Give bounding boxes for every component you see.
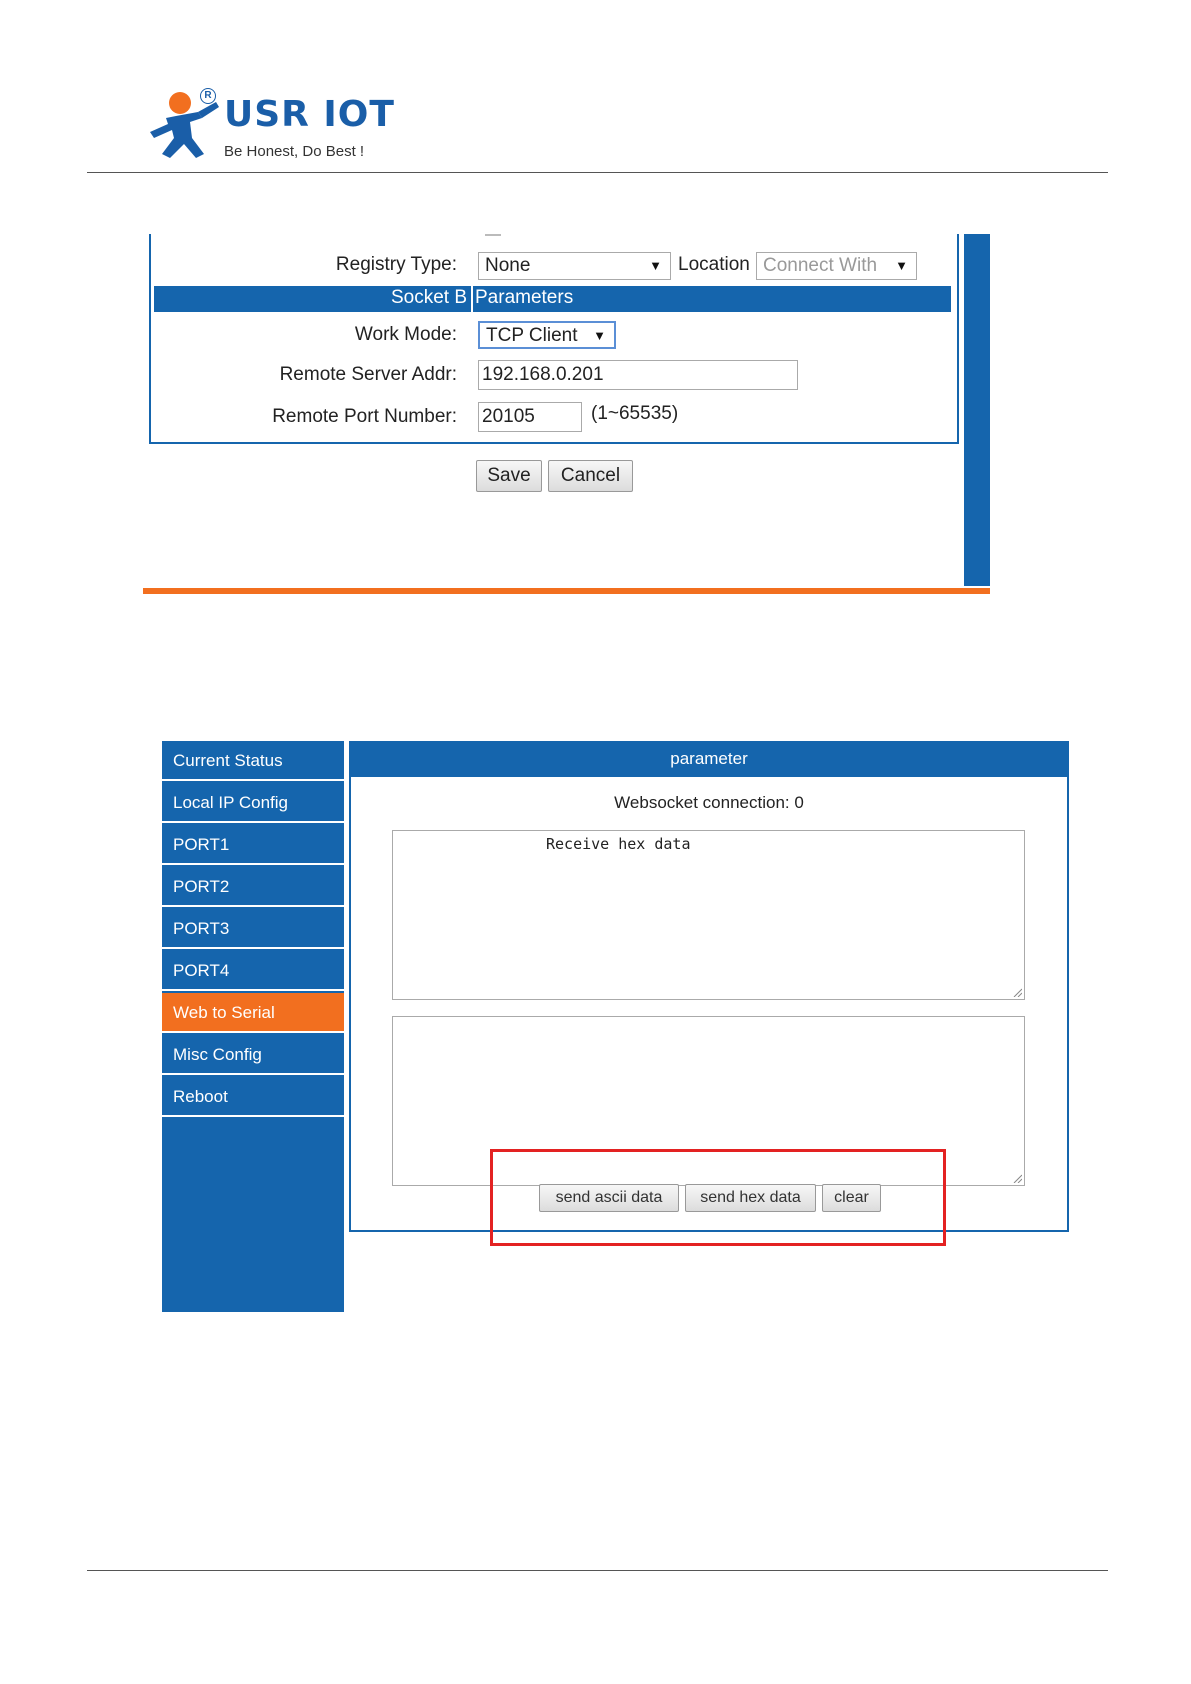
section-title-right: Parameters (475, 287, 574, 308)
sidebar-item-port4[interactable]: PORT4 (162, 951, 344, 991)
resize-grip-icon[interactable] (1012, 987, 1022, 997)
work-mode-select[interactable] (478, 321, 616, 349)
websocket-status: Websocket connection: 0 (614, 793, 804, 812)
chevron-down-icon: ▼ (593, 328, 606, 343)
sidebar-item-local-ip-config[interactable]: Local IP Config (162, 783, 344, 823)
web-to-serial-screenshot (162, 741, 1069, 1313)
sidebar-item-port2[interactable]: PORT2 (162, 867, 344, 907)
receive-textarea[interactable] (392, 830, 1025, 1000)
remote-port-label: Remote Port Number: (272, 406, 457, 427)
save-button[interactable]: Save (476, 460, 542, 492)
section-separator (471, 286, 473, 312)
clear-button[interactable]: clear (822, 1184, 881, 1212)
sidebar-item-misc-config[interactable]: Misc Config (162, 1035, 344, 1075)
remote-port-input[interactable]: 20105 (478, 402, 582, 432)
work-mode-label: Work Mode: (354, 324, 457, 345)
send-hex-button[interactable]: send hex data (685, 1184, 816, 1212)
footer-divider (87, 1570, 1108, 1571)
brand-slogan: Be Honest, Do Best ! (224, 143, 365, 160)
orange-footer-bar (143, 588, 990, 594)
remote-server-addr-label: Remote Server Addr: (279, 364, 457, 385)
receive-text: Receive hex data (546, 835, 691, 853)
sidebar (162, 741, 344, 1312)
remote-server-addr-input[interactable]: 192.168.0.201 (478, 360, 798, 390)
sidebar-item-web-to-serial[interactable]: Web to Serial (162, 993, 344, 1033)
scroll-tick (485, 234, 501, 236)
chevron-down-icon: ▼ (895, 258, 908, 273)
sidebar-item-port3[interactable]: PORT3 (162, 909, 344, 949)
chevron-down-icon: ▼ (649, 258, 662, 273)
resize-grip-icon[interactable] (1012, 1173, 1022, 1183)
brand-name: USR IOT (224, 94, 395, 135)
location-label: Location (678, 254, 750, 275)
cancel-button[interactable]: Cancel (548, 460, 633, 492)
panel-title: parameter (349, 741, 1069, 777)
header-divider (87, 172, 1108, 173)
sidebar-item-port1[interactable]: PORT1 (162, 825, 344, 865)
location-value: Connect With (763, 255, 878, 276)
location-select[interactable] (756, 252, 917, 280)
send-ascii-button[interactable]: send ascii data (539, 1184, 679, 1212)
registered-mark: R (200, 88, 216, 104)
section-title-left: Socket B (390, 287, 467, 308)
socket-b-section-header (154, 286, 951, 312)
registry-type-value: None (485, 255, 531, 276)
highlight-box (490, 1149, 946, 1246)
right-scroll-bar (964, 234, 990, 586)
registry-type-select[interactable] (478, 252, 671, 280)
port-range-hint: (1~65535) (591, 403, 679, 424)
registry-type-label: Registry Type: (335, 254, 457, 275)
sidebar-item-reboot[interactable]: Reboot (162, 1077, 344, 1117)
work-mode-value: TCP Client (486, 325, 578, 346)
sidebar-item-current-status[interactable]: Current Status (162, 741, 344, 781)
socket-config-screenshot (140, 234, 990, 596)
